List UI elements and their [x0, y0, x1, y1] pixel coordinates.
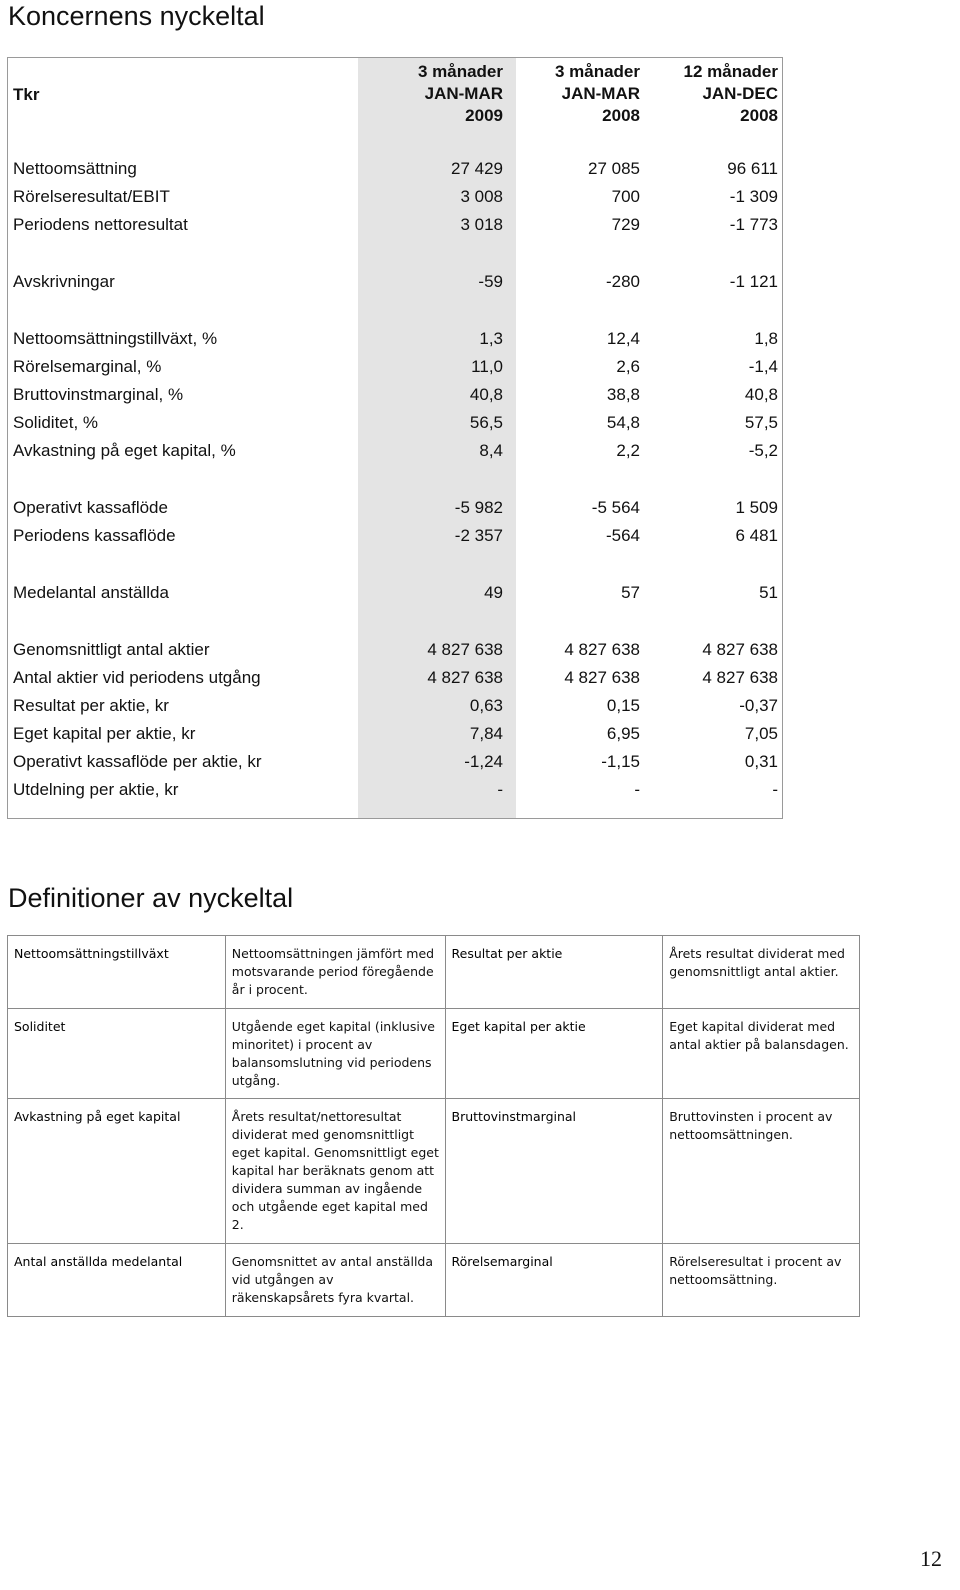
row-label: Genomsnittligt antal aktier — [13, 640, 210, 659]
unit-header: Tkr — [13, 85, 40, 104]
table-row — [8, 522, 784, 550]
table-row — [8, 720, 784, 748]
row-label: Bruttovinstmarginal, % — [13, 385, 184, 404]
definition-term: Resultat per aktie — [445, 936, 663, 1009]
row-value: -0,37 — [739, 696, 778, 715]
definition-row — [8, 936, 860, 1009]
definition-term: Bruttovinstmarginal — [445, 1099, 663, 1244]
definition-term: Eget kapital per aktie — [445, 1009, 663, 1099]
definition-term: Rörelsemarginal — [445, 1244, 663, 1317]
row-value: 1,8 — [754, 329, 778, 348]
row-label: Medelantal anställda — [13, 583, 169, 602]
row-label: Periodens nettoresultat — [13, 215, 188, 234]
row-value: 8,4 — [479, 441, 503, 460]
row-value: -1,4 — [748, 357, 778, 376]
row-value: -1 309 — [729, 187, 778, 206]
row-label: Avskrivningar — [13, 272, 115, 291]
row-value: - — [772, 780, 778, 799]
row-value: 2,2 — [616, 441, 640, 460]
row-value: - — [634, 780, 640, 799]
row-value: 4 827 638 — [427, 668, 503, 687]
table-row — [8, 211, 784, 239]
row-value: 4 827 638 — [427, 640, 503, 659]
row-value: 40,8 — [469, 385, 503, 404]
definition-term: Antal anställda medelantal — [8, 1244, 226, 1317]
definition-row — [8, 1009, 860, 1099]
row-label: Rörelsemarginal, % — [13, 357, 162, 376]
table-row — [8, 692, 784, 720]
definition-text: Genomsnittet av antal anställda vid utgången av räkenskapsårets fyra kvartal. — [225, 1244, 445, 1317]
row-value: -5 982 — [454, 498, 503, 517]
table-row — [8, 409, 784, 437]
table-row — [8, 183, 784, 211]
row-value: 4 827 638 — [702, 640, 778, 659]
definitions-title: Definitioner av nyckeltal — [8, 883, 294, 913]
row-value: 96 611 — [727, 159, 778, 178]
row-value: 12,4 — [606, 329, 640, 348]
table-row — [8, 353, 784, 381]
table-row — [8, 437, 784, 465]
table-row — [8, 776, 784, 804]
definition-term: Soliditet — [8, 1009, 226, 1099]
row-value: 27 429 — [451, 159, 503, 178]
column-header-q1-2009: 3 månader JAN-MAR 2009 — [417, 62, 503, 125]
row-value: 4 827 638 — [564, 668, 640, 687]
row-value: 6 481 — [735, 526, 778, 545]
row-value: 729 — [611, 215, 640, 234]
row-label: Antal aktier vid periodens utgång — [13, 668, 261, 687]
table-row — [8, 325, 784, 353]
column-header-full-year-2008: 12 månader JAN-DEC 2008 — [683, 62, 778, 125]
row-value: 57,5 — [744, 413, 778, 432]
definition-text: Årets resultat/nettoresultat dividerat med genomsnittligt eget kapital. Genomsnittligt eget kapital har beräknats genom att dividera summan av ingående och utgående eget kapital med 2. — [225, 1099, 445, 1244]
row-value: -5,2 — [748, 441, 778, 460]
row-label: Nettoomsättningstillväxt, % — [13, 329, 218, 348]
row-label: Soliditet, % — [13, 413, 99, 432]
row-label: Periodens kassaflöde — [13, 526, 176, 545]
table-row — [8, 155, 784, 183]
table-row — [8, 494, 784, 522]
row-value: 3 018 — [460, 215, 503, 234]
row-value: 4 827 638 — [702, 668, 778, 687]
table-row — [8, 636, 784, 664]
row-value: - — [497, 780, 503, 799]
row-value: 4 827 638 — [564, 640, 640, 659]
definition-term: Avkastning på eget kapital — [8, 1099, 226, 1244]
table-row — [8, 381, 784, 409]
definition-text: Nettoomsättningen jämfört med motsvarande period föregående år i procent. — [225, 936, 445, 1009]
row-value: 56,5 — [469, 413, 503, 432]
key-figures-table — [7, 57, 783, 819]
row-value: 1,3 — [479, 329, 503, 348]
row-value: -59 — [478, 272, 503, 291]
table-row — [8, 579, 784, 607]
definitions-table — [7, 935, 860, 1317]
row-value: 2,6 — [616, 357, 640, 376]
page-title: Koncernens nyckeltal — [8, 1, 265, 31]
row-label: Nettoomsättning — [13, 159, 137, 178]
table-row — [8, 664, 784, 692]
page-number: 12 — [920, 1546, 942, 1571]
row-value: 1 509 — [735, 498, 778, 517]
definition-text: Årets resultat dividerat med genomsnittligt antal aktier. — [663, 936, 860, 1009]
definition-row — [8, 1244, 860, 1317]
row-value: 3 008 — [460, 187, 503, 206]
row-value: 27 085 — [588, 159, 640, 178]
definition-text: Eget kapital dividerat med antal aktier på balansdagen. — [663, 1009, 860, 1099]
row-value: 49 — [484, 583, 503, 602]
row-value: 0,15 — [606, 696, 640, 715]
row-value: 6,95 — [606, 724, 640, 743]
table-row — [8, 268, 784, 296]
row-label: Eget kapital per aktie, kr — [13, 724, 196, 743]
row-value: 0,31 — [744, 752, 778, 771]
table-row — [8, 748, 784, 776]
row-value: 51 — [759, 583, 778, 602]
row-value: -280 — [605, 272, 640, 291]
row-value: -2 357 — [454, 526, 503, 545]
row-value: 57 — [621, 583, 640, 602]
definition-row — [8, 1099, 860, 1244]
definition-text: Utgående eget kapital (inklusive minoritet) i procent av balansomslutning vid periodens utgång. — [225, 1009, 445, 1099]
row-value: -5 564 — [591, 498, 640, 517]
definition-term: Nettoomsättningstillväxt — [8, 936, 226, 1009]
row-value: 7,05 — [744, 724, 778, 743]
row-value: -1 773 — [729, 215, 778, 234]
row-label: Resultat per aktie, kr — [13, 696, 169, 715]
row-value: -1,24 — [464, 752, 503, 771]
row-label: Operativt kassaflöde — [13, 498, 168, 517]
column-header-q1-2008: 3 månader JAN-MAR 2008 — [554, 62, 640, 125]
row-value: -1,15 — [601, 752, 640, 771]
definition-text: Rörelseresultat i procent av nettoomsättning. — [663, 1244, 860, 1317]
row-value: -1 121 — [729, 272, 778, 291]
row-label: Operativt kassaflöde per aktie, kr — [13, 752, 262, 771]
row-label: Rörelseresultat/EBIT — [13, 187, 170, 206]
row-value: 7,84 — [469, 724, 503, 743]
row-value: 38,8 — [606, 385, 640, 404]
row-value: 0,63 — [469, 696, 503, 715]
row-value: 700 — [611, 187, 640, 206]
definition-text: Bruttovinsten i procent av nettoomsättningen. — [663, 1099, 860, 1244]
row-value: 40,8 — [744, 385, 778, 404]
row-label: Utdelning per aktie, kr — [13, 780, 179, 799]
row-value: 54,8 — [606, 413, 640, 432]
row-value: -564 — [605, 526, 640, 545]
row-label: Avkastning på eget kapital, % — [13, 441, 236, 460]
row-value: 11,0 — [471, 357, 503, 376]
